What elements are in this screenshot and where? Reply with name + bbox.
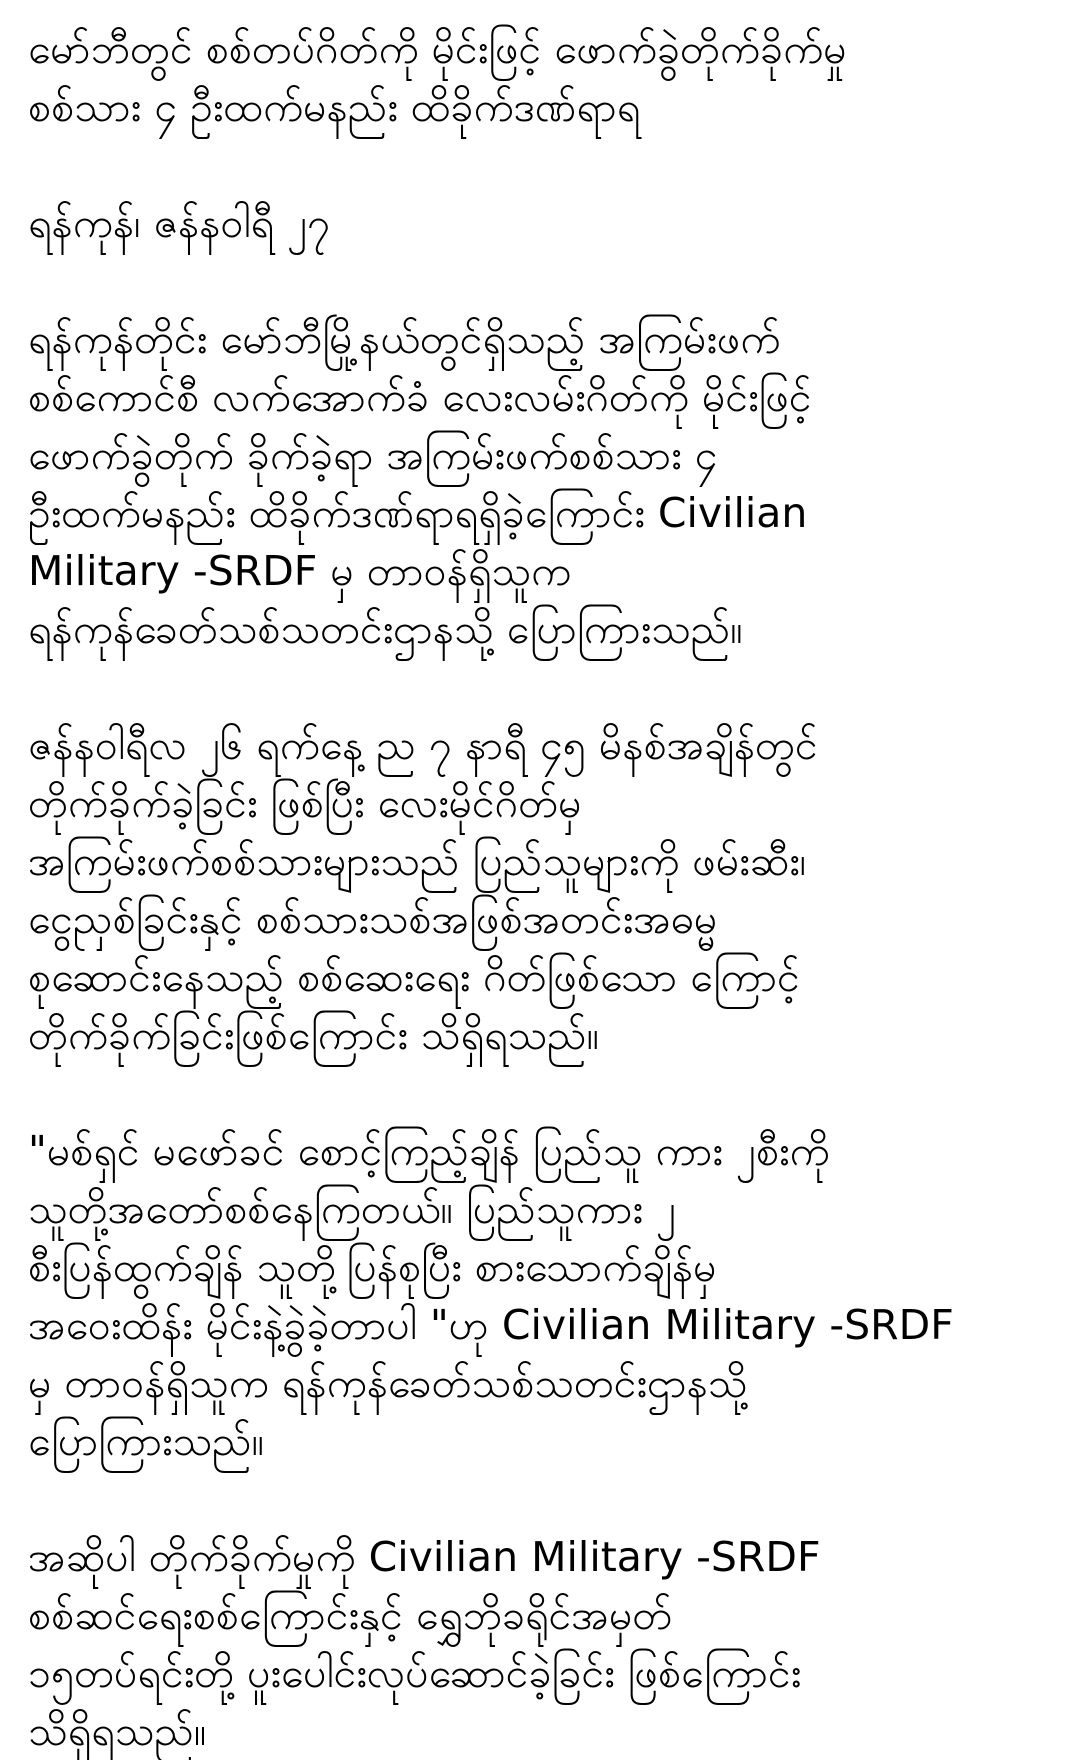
headline-line: မော်ဘီတွင် စစ်တပ်ဂိတ်ကို မိုင်းဖြင့် ဖောက်ခွဲတိုက်ခိုက်မှု [28,25,847,73]
paragraph-line: "မစ်ရှင် မဖော်ခင် စောင့်ကြည့်ချိန် ပြည်သူ ကား ၂စီးကို [28,1127,830,1175]
paragraph-line: အဝေးထိန်း မိုင်းနဲ့ခွဲခဲ့တာပါ "ဟု Civilian Military -SRDF [28,1301,954,1349]
paragraph-line: ဦးထက်မနည်း ထိခိုက်ဒဏ်ရာရရှိခဲ့ကြောင်း Civilian [28,489,808,537]
paragraph-line: စစ်ကောင်စီ လက်အောက်ခံ လေးလမ်းဂိတ်ကို မိုင်းဖြင့် [28,373,812,421]
paragraph-line: ဖောက်ခွဲတိုက် ခိုက်ခဲ့ရာ အကြမ်းဖက်စစ်သား ၄ [28,431,718,479]
paragraph-line: အဆိုပါ တိုက်ခိုက်မှုကို Civilian Military -SRDF [28,1533,821,1581]
paragraph-line: စီးပြန်ထွက်ချိန် သူတို့ပြန်စုပြီး စားသောက်ချိန်မှ [28,1243,717,1291]
paragraph-spacer [28,658,1058,716]
paragraph-line: သူတို့အတော်စစ်နေကြတယ်။ ပြည်သူကား ၂ [28,1185,677,1233]
article-paragraph-3 [28,1122,1058,1470]
article-dateline [28,194,1058,252]
article-paragraph-1 [28,310,1058,658]
paragraph-line: စုဆောင်းနေသည့် စစ်ဆေးရေး ဂိတ်ဖြစ်သော ကြောင့် [28,953,800,1001]
paragraph-line: တိုက်ခိုက်ခဲ့ခြင်း ဖြစ်ပြီး လေးမိုင်ဂိတ်မှ [28,779,582,827]
headline-line: စစ်သား ၄ ဦးထက်မနည်း ထိခိုက်ဒဏ်ရာရ [28,83,641,131]
paragraph-spacer [28,136,1058,194]
paragraph-line: Military -SRDF မှ တာဝန်ရှိသူက [28,547,572,595]
paragraph-line: သိရှိရသည်။ [28,1707,207,1755]
paragraph-line: ဇန်နဝါရီလ ၂၆ ရက်နေ့ ည ၇ နာရီ ၄၅ မိနစ်အချိန်တွင် [28,721,818,769]
paragraph-line: ၁၅တပ်ရင်းတို့ ပူးပေါင်းလုပ်ဆောင်ခဲ့ခြင်း ဖြစ်ကြောင်း [28,1649,802,1697]
paragraph-spacer [28,252,1058,310]
paragraph-spacer [28,1064,1058,1122]
paragraph-line: ပြောကြားသည်။ [28,1417,265,1465]
dateline-text: ရန်ကုန်၊ ဇန်နဝါရီ ၂၇ [28,199,331,247]
article-headline [28,20,1058,136]
paragraph-line: မှ တာဝန်ရှိသူက ရန်ကုန်ခေတ်သစ်သတင်းဌာနသို့ [28,1359,748,1407]
paragraph-spacer [28,1470,1058,1528]
article-paragraph-2 [28,716,1058,1064]
paragraph-line: တိုက်ခိုက်ခြင်းဖြစ်ကြောင်း သိရှိရသည်။ [28,1011,600,1059]
paragraph-line: စစ်ဆင်ရေးစစ်ကြောင်းနှင့် ရွှေဘိုခရိုင်အမှတ် [28,1591,673,1639]
paragraph-line: ရန်ကုန်ခေတ်သစ်သတင်းဌာနသို့ ပြောကြားသည်။ [28,605,743,653]
news-article [28,20,1058,1760]
paragraph-line: အကြမ်းဖက်စစ်သားများသည် ပြည်သူများကို ဖမ်းဆီး၊ [28,837,807,885]
paragraph-line: ငွေညှစ်ခြင်းနှင့် စစ်သားသစ်အဖြစ်အတင်းအဓမ္မ [28,895,718,943]
article-paragraph-4 [28,1528,1058,1760]
paragraph-line: ရန်ကုန်တိုင်း မော်ဘီမြို့နယ်တွင်ရှိသည့် အကြမ်းဖက် [28,315,781,363]
